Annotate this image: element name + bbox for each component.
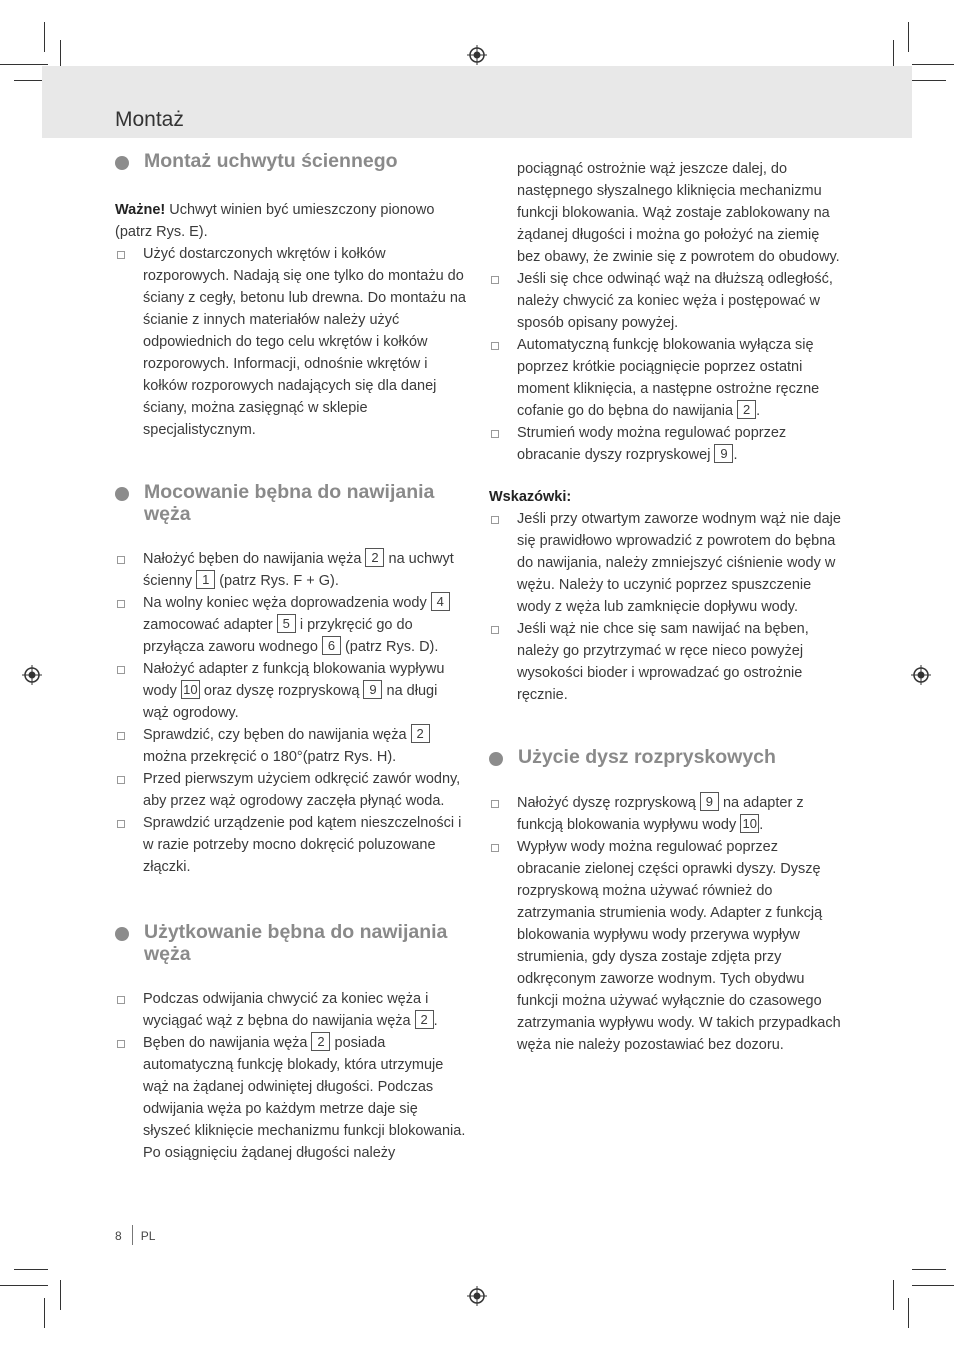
list-item-text: . [756,403,761,419]
section-heading [489,746,841,768]
checkbox-bullet-icon [491,626,499,634]
list-item-text: oraz dyszę rozpryskową [199,683,364,699]
bullet-dot-icon [115,487,129,501]
registration-mark-icon [467,45,487,65]
crop-mark [912,1285,954,1286]
checkbox-bullet-icon [117,996,125,1004]
page-title: Montaż [115,108,184,131]
checkbox-bullet-icon [491,516,499,524]
list-item [489,268,841,334]
registration-mark-icon [467,1286,487,1306]
part-ref: 9 [714,444,733,463]
list-item-text: Nałożyć bęben do nawijania węża [143,551,366,567]
list-item-text: Automatyczną funkcję blokowania wyłącza się poprzez krótkie pociągnięcie poprzez ostatni moment kliknięcia, a następne ostrożne ręczne cofanie go do bębna do nawijania [517,337,820,419]
crop-mark [44,1298,45,1328]
crop-mark [0,1285,48,1286]
crop-mark [14,1269,48,1270]
list-item-text: Nałożyć adapter z funkcją blokowania wypływu wody [143,661,445,699]
list-item-text: na uchwyt ścienny [143,551,454,589]
part-ref: 10 [740,814,759,833]
instruction-list [115,988,467,1164]
part-ref: 2 [415,1010,434,1029]
checkbox-bullet-icon [491,800,499,808]
bullet-dot-icon [115,927,129,941]
part-ref: 2 [737,400,756,419]
part-ref: 4 [431,592,450,611]
language-code: PL [140,1229,156,1243]
right-column [489,158,841,1056]
part-ref: 10 [181,680,200,699]
list-item-text: Użyć dostarczonych wkrętów i kołków rozporowych. Nadają się one tylko do montażu do ściany z cegły, betonu lub drewna. Do montażu na ścianie z innych materiałów należy użyć odpowiednich do tego celu wkrętów i kołków rozporowych. Informacji, odnośnie wkrętów i kołków rozporowych nadających się dla danej ściany, można zasięgnąć w sklepie specjalistycznym. [143,246,466,438]
checkbox-bullet-icon [117,251,125,259]
checkbox-bullet-icon [117,732,125,740]
list-item-text: . [433,1013,438,1029]
part-ref: 2 [365,548,384,567]
registration-mark-icon [911,665,931,685]
tips-heading [489,486,841,508]
list-item [489,836,841,1056]
crop-mark [912,1269,946,1270]
section-heading [115,150,467,172]
page-number: 8 [115,1229,122,1243]
list-item-text: (patrz Rys. F + G). [215,573,339,589]
list-item [115,243,467,441]
list-item-text: . [759,817,764,833]
list-item-text: Na wolny koniec węża doprowadzenia wody [143,595,431,611]
important-text: Uchwyt winien być umieszczony pionowo (patrz Rys. E). [115,202,435,240]
list-item [489,508,841,618]
list-item-text: na długi wąż ogrodowy. [143,683,438,721]
list-item-text: Podczas odwijania chwycić za koniec węża i wyciągać wąż z bębna do nawijania węża [143,991,429,1029]
header-band [42,66,912,138]
checkbox-bullet-icon [117,820,125,828]
bullet-dot-icon [489,752,503,766]
tips-list [489,508,841,706]
list-item-text: (patrz Rys. D). [340,639,439,655]
left-column [115,150,467,1164]
section-heading [115,481,467,525]
list-item-text: Sprawdzić, czy bęben do nawijania węża [143,727,411,743]
checkbox-bullet-icon [117,1040,125,1048]
list-item-text: posiada automatyczną funkcję blokady, która utrzymuje wąż na żądanej odwiniętej długości. Podczas odwijania węża po każdym metrze daje się słyszeć kliknięcie mechanizmu funkcji blokowania. Po osiągnięciu żądanej długości należy [143,1035,466,1161]
list-item-text: i przykręcić go do przyłącza zaworu wodnego [143,617,413,655]
list-item-text: Wypływ wody można regulować poprzez obracanie zielonej części oprawki dyszy. Dyszę rozpryskową można używać również do zatrzymania strumienia wody. Adapter z funkcją blokowania wypływu wody przerywa wypływ strumienia, gdy dysza zostaje zdjęta przy odkręconym zaworze wodnym. Tych obydwu funkcji można używać wyłącznie do czasowego zatrzymania wypływu wody. W takich przypadkach węża nie należy pozostawiać bez dozoru. [517,839,841,1053]
list-item [489,334,841,422]
important-label: Ważne! [115,202,166,218]
list-item-text: na adapter z funkcją blokowania wypływu wody [517,795,804,833]
section-title: Mocowanie bębna do nawijania węża [144,481,435,525]
section-title: Użytkowanie bębna do nawijania węża [144,921,448,965]
part-ref: 9 [363,680,382,699]
page-footer [115,1225,155,1245]
list-item [115,592,467,658]
section-title: Użycie dysz rozpryskowych [518,746,776,768]
part-ref: 2 [311,1032,330,1051]
section-title: Montaż uchwytu ściennego [144,150,398,172]
instruction-list [115,243,467,441]
footer-divider [132,1225,133,1245]
list-item [115,988,467,1032]
list-item-text: . [733,447,738,463]
list-item-text: Jeśli się chce odwinąć wąż na dłuższą odległość, należy chwycić za koniec węża i postępować w sposób opisany powyżej. [517,271,833,331]
list-item-text: zamocować adapter [143,617,277,633]
list-item [489,618,841,706]
checkbox-bullet-icon [491,342,499,350]
crop-mark [908,22,909,52]
part-ref: 2 [411,724,430,743]
list-item [489,792,841,836]
crop-mark [0,64,48,65]
checkbox-bullet-icon [117,556,125,564]
list-item [115,812,467,878]
checkbox-bullet-icon [491,844,499,852]
checkbox-bullet-icon [117,776,125,784]
list-item-text: Jeśli wąż nie chce się sam nawijać na bęben, należy go przytrzymać w ręce nieco powyżej wysokości bioder i wprowadzać go ostrożnie ręcznie. [517,621,809,703]
list-item-text: Bęben do nawijania węża [143,1035,312,1051]
crop-mark [912,64,954,65]
part-ref: 5 [277,614,296,633]
checkbox-bullet-icon [117,666,125,674]
list-item-text: Nałożyć dyszę rozpryskową [517,795,700,811]
list-item-text: można przekręcić o 180°(patrz Rys. H). [143,749,397,765]
important-note [115,199,467,243]
instruction-list [489,792,841,1056]
list-item-text: Przed pierwszym użyciem odkręcić zawór wodny, aby przez wąż ogrodowy zaczęła płynąć woda. [143,771,461,809]
list-item [115,548,467,592]
crop-mark [912,80,946,81]
list-item [115,724,467,768]
checkbox-bullet-icon [491,276,499,284]
crop-mark [893,1280,894,1310]
section-heading [115,921,467,965]
list-item-text: pociągnąć ostrożnie wąż jeszcze dalej, do następnego słyszalnego kliknięcia mechanizmu funkcji blokowania. Wąż zostaje zablokowany na żądanej długości i można go położyć na ziemię bez obawy, że zwinie się z powrotem do obudowy. [517,161,840,265]
list-item [489,422,841,466]
list-item-text: Strumień wody można regulować poprzez obracanie dyszy rozpryskowej [517,425,787,463]
instruction-list [489,158,841,466]
checkbox-bullet-icon [491,430,499,438]
tips-label: Wskazówki: [489,489,572,505]
list-item-continuation [489,158,841,268]
list-item-text: Sprawdzić urządzenie pod kątem nieszczelności i w razie potrzeby mocno dokręcić poluzowane złączki. [143,815,462,875]
registration-mark-icon [22,665,42,685]
instruction-list [115,548,467,878]
crop-mark [60,1280,61,1310]
list-item [115,1032,467,1164]
checkbox-bullet-icon [117,600,125,608]
crop-mark [908,1298,909,1328]
crop-mark [44,22,45,52]
part-ref: 9 [700,792,719,811]
list-item-text: Jeśli przy otwartym zaworze wodnym wąż nie daje się prawidłowo wprowadzić z powrotem do bębna do nawijania, należy zmniejszyć ciśnienie wody w wężu. Należy to uczynić poprzez spuszczenie wody z węża lub zamknięcie dopływu wody. [517,511,841,615]
list-item [115,658,467,724]
part-ref: 1 [196,570,215,589]
list-item [115,768,467,812]
bullet-dot-icon [115,156,129,170]
part-ref: 6 [322,636,341,655]
